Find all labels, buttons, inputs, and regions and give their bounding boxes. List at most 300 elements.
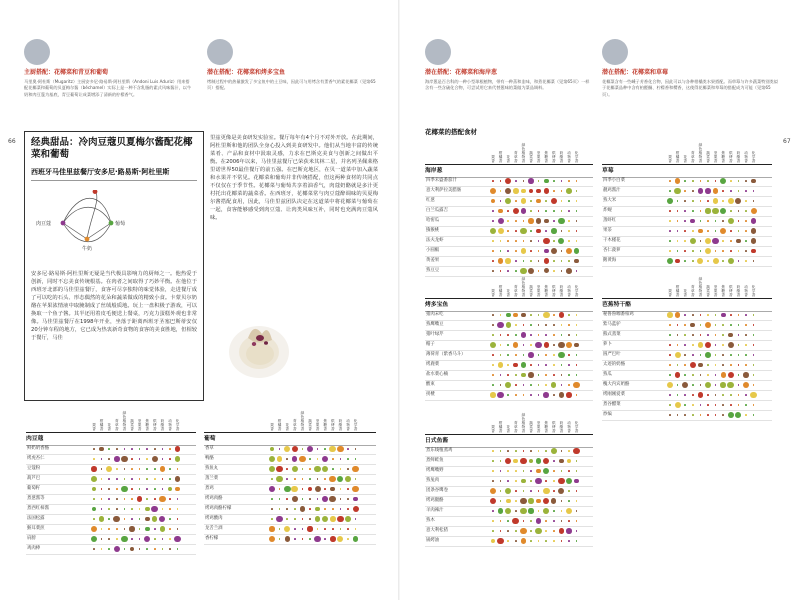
flavor-dot bbox=[152, 516, 157, 521]
matrix-column-label: 化学香 bbox=[175, 419, 180, 432]
flavor-dot bbox=[500, 334, 502, 336]
flavor-dot bbox=[730, 230, 732, 232]
flavor-dot bbox=[536, 218, 541, 223]
flavor-dot bbox=[720, 208, 726, 214]
flavor-dot bbox=[284, 446, 290, 452]
flavor-dot bbox=[690, 219, 695, 224]
flavor-dot bbox=[738, 404, 740, 406]
matrix-row-label: 槐大内宾奶酪 bbox=[603, 382, 630, 387]
flavor-dot bbox=[529, 459, 534, 464]
flavor-dot bbox=[684, 344, 686, 346]
flavor-dot bbox=[162, 478, 164, 480]
matrix-row-label: 蒸兰菜 bbox=[205, 476, 219, 481]
flavor-dot bbox=[131, 478, 133, 480]
flavor-dot bbox=[730, 314, 732, 316]
flavor-dot bbox=[352, 466, 359, 473]
flavor-dot bbox=[722, 414, 724, 416]
flavor-dot bbox=[530, 230, 532, 232]
flavor-dot bbox=[168, 487, 173, 492]
flavor-dot bbox=[738, 334, 740, 336]
flavor-dot bbox=[753, 384, 755, 386]
flavor-dot bbox=[728, 333, 733, 338]
flavor-dot bbox=[515, 200, 517, 202]
matrix-column-label: 焦糖香 bbox=[544, 151, 548, 164]
flavor-dot bbox=[753, 354, 755, 356]
flavor-dot bbox=[722, 240, 724, 242]
flavor-dot bbox=[500, 344, 502, 346]
flavor-dot bbox=[677, 384, 679, 386]
flavor-dot bbox=[751, 228, 756, 233]
matrix-row-label: 拐楂 bbox=[426, 392, 435, 397]
flavor-dot bbox=[707, 364, 709, 366]
flavor-dot bbox=[515, 230, 517, 232]
flavor-dot bbox=[669, 334, 671, 336]
flavor-dot bbox=[523, 220, 525, 222]
flavor-dot bbox=[154, 498, 156, 500]
flavor-dot bbox=[700, 210, 702, 212]
flavor-dot bbox=[715, 414, 717, 416]
flavor-dot bbox=[543, 508, 549, 514]
matrix-row-label: 豆蔻粉 bbox=[27, 466, 41, 471]
flavor-dot bbox=[146, 458, 148, 460]
matrix-column-label: 绿色植物香 bbox=[122, 411, 127, 432]
flavor-dot bbox=[507, 240, 509, 242]
flavor-dot bbox=[730, 250, 732, 252]
flavor-dot bbox=[715, 324, 717, 326]
flavor-dot bbox=[745, 200, 747, 202]
flavor-dot bbox=[124, 468, 126, 470]
flavor-dot bbox=[162, 488, 164, 490]
flavor-dot bbox=[715, 374, 717, 376]
flavor-dot bbox=[294, 528, 296, 530]
flavor-dot bbox=[720, 382, 725, 387]
matrix-row-label: 杏仁菠萝 bbox=[603, 248, 621, 253]
flavor-dot bbox=[558, 218, 565, 225]
flavor-dot bbox=[154, 538, 156, 540]
flavor-dot bbox=[492, 460, 494, 462]
flavor-dot bbox=[530, 530, 532, 532]
flavor-dot bbox=[506, 313, 511, 318]
matrix-row-label: 萝卜 bbox=[603, 342, 612, 347]
flavor-dot bbox=[553, 190, 555, 192]
flavor-dot bbox=[684, 314, 686, 316]
flavor-dot bbox=[515, 220, 517, 222]
flavor-dot bbox=[269, 526, 274, 531]
flavor-dot bbox=[728, 412, 734, 418]
flavor-dot bbox=[707, 180, 709, 182]
flavor-dot bbox=[751, 179, 756, 184]
matrix-column-label: 化学香 bbox=[574, 151, 579, 164]
flavor-dot bbox=[700, 314, 702, 316]
flavor-dot bbox=[692, 200, 694, 202]
flavor-dot bbox=[93, 498, 95, 500]
flavor-dot bbox=[561, 540, 563, 542]
flavor-dot bbox=[515, 510, 517, 512]
matrix-column-label: 焦糖香 bbox=[323, 419, 327, 432]
matrix-column-label: 烘烤香 bbox=[552, 151, 556, 164]
flavor-dot bbox=[545, 200, 547, 202]
matrix-row-label: 熟大米 bbox=[603, 198, 617, 203]
matrix-row-label: 烤刚刚爱菜 bbox=[603, 392, 625, 397]
flavor-dot bbox=[160, 466, 165, 471]
matrix-row-label: 煮东线植蒸鸡 bbox=[426, 448, 453, 453]
flavor-dot bbox=[492, 314, 494, 316]
flavor-dot bbox=[705, 322, 711, 328]
flavor-dot bbox=[507, 334, 509, 336]
flavor-dot bbox=[302, 538, 304, 540]
matrix-column-label: 青草香 bbox=[293, 419, 297, 432]
flavor-dot bbox=[736, 239, 741, 244]
matrix-column-label: 青草香 bbox=[691, 151, 695, 164]
flavor-dot bbox=[568, 520, 570, 522]
flavor-dot bbox=[177, 518, 179, 520]
flavor-dot bbox=[347, 488, 349, 490]
flavor-dot bbox=[269, 536, 276, 543]
flavor-dot bbox=[561, 190, 563, 192]
matrix-column-label: 果香 bbox=[491, 289, 495, 298]
flavor-dot bbox=[721, 313, 726, 318]
flavor-dot bbox=[530, 250, 532, 252]
flavor-dot bbox=[545, 540, 547, 542]
flavor-dot bbox=[309, 478, 311, 480]
flavor-dot bbox=[108, 458, 110, 460]
flavor-dot bbox=[545, 230, 547, 232]
flavor-dot bbox=[106, 466, 112, 472]
flavor-dot bbox=[707, 334, 709, 336]
matrix-column-label: 动物香 bbox=[567, 285, 571, 298]
matrix-column-label: 烘烤香 bbox=[729, 151, 733, 164]
flavor-dot bbox=[332, 458, 334, 460]
matrix-column-label: 坚果香 bbox=[713, 151, 718, 164]
flavor-dot bbox=[751, 218, 757, 224]
matrix-row bbox=[26, 544, 196, 555]
flavor-dot bbox=[492, 250, 494, 252]
flavor-dot bbox=[497, 538, 504, 545]
flavor-dot bbox=[553, 314, 555, 316]
flavor-dot bbox=[507, 344, 509, 346]
flavor-dot bbox=[279, 498, 281, 500]
matrix-column-label: 蔬菜香 bbox=[529, 285, 533, 298]
flavor-dot bbox=[169, 448, 171, 450]
matrix-column-label: 蔬菜香 bbox=[529, 421, 533, 434]
flavor-dot bbox=[675, 372, 680, 377]
flavor-dot bbox=[545, 374, 547, 376]
flavor-dot bbox=[523, 384, 525, 386]
flavor-dot bbox=[329, 476, 336, 483]
flavor-dot bbox=[669, 394, 671, 396]
flavor-dot bbox=[530, 480, 532, 482]
flavor-dot bbox=[294, 478, 296, 480]
matrix-row-label: 香柠檬 bbox=[205, 536, 219, 541]
flavor-dot bbox=[700, 384, 702, 386]
flavor-dot bbox=[131, 458, 133, 460]
flavor-dot bbox=[568, 470, 570, 472]
matrix-column-label: 柑橘香 bbox=[498, 151, 503, 164]
flavor-dot bbox=[113, 516, 120, 523]
flavor-dot bbox=[558, 352, 564, 358]
flavor-dot bbox=[713, 188, 719, 194]
flavor-dot bbox=[700, 220, 702, 222]
matrix-row-label: 葡萄籽 bbox=[27, 486, 41, 491]
matrix-row-label: 煮葱酱等 bbox=[27, 496, 45, 501]
flavor-dot bbox=[529, 189, 534, 194]
matrix-column-label: 坚果香 bbox=[137, 419, 142, 432]
matrix-row-label: 四季小白菜 bbox=[603, 178, 625, 183]
flavor-dot bbox=[561, 210, 563, 212]
flavor-dot bbox=[698, 342, 704, 348]
flavor-dot bbox=[177, 528, 179, 530]
flavor-dot bbox=[154, 488, 156, 490]
flavor-dot bbox=[576, 240, 578, 242]
flavor-dot bbox=[169, 528, 171, 530]
article-text-col2: 里兹更像是美食研发实验室。餐厅每年有4个月不对外开放。在此期间，阿杜里斯和他的团队全身心投入到美食研发中。他们从当地丰富的传统菜肴、产品和食材中汲取灵感，力求在巴斯克美食与创新之间做出平衡。在2006年以来，马佳里兹餐厅已荣获米其林二星，并名列圣佩莱格里诺世界50最佳餐厅的前五强。在巴斯克地区，在贝一道菜中加入蔬菜和水果并不常见。花椰菜和葡萄并非传统搭配，但这两种食材的共同点不仅仅在于季节性。花椰菜与葡萄共享着油香气，肉蔻奶酪就是多汁更村托出花椰菜的蔬菜香。在西班牙，花椰菜常与肉豆蔻醉调味的贝夏梅尔酱搭配食用，因此，马佳里兹团队决定在这道菜中将花椰菜与葡萄在一起，食客能够感受到肉豆蔻、让肉类风味互补，同时也充满肉豆蔻风味。 bbox=[210, 135, 378, 221]
flavor-dot bbox=[513, 188, 519, 194]
matrix-column-label: 化学香 bbox=[751, 285, 756, 298]
flavor-dot bbox=[101, 488, 103, 490]
flavor-dot bbox=[500, 240, 502, 242]
flavor-dot bbox=[722, 354, 724, 356]
flavor-dot bbox=[715, 220, 717, 222]
flavor-dot bbox=[154, 478, 156, 480]
flavor-dot bbox=[692, 344, 694, 346]
flavor-dot bbox=[576, 354, 578, 356]
flavor-dot bbox=[294, 508, 296, 510]
matrix-column-label: 绿色植物香 bbox=[698, 143, 703, 164]
flavor-dot bbox=[309, 498, 311, 500]
flavor-dot bbox=[151, 506, 158, 513]
flavor-dot bbox=[530, 344, 532, 346]
flavor-dot bbox=[715, 394, 717, 396]
flavor-dot bbox=[523, 450, 525, 452]
flavor-dot bbox=[302, 488, 304, 490]
matrix-column-label: 花香 bbox=[506, 155, 510, 164]
flavor-dot bbox=[515, 450, 517, 452]
flavor-dot bbox=[745, 210, 747, 212]
flavor-dot bbox=[722, 404, 724, 406]
flavor-dot bbox=[544, 188, 549, 193]
matrix-row-label: 紫马蓝驴 bbox=[603, 322, 621, 327]
flavor-dot bbox=[684, 210, 686, 212]
flavor-dot bbox=[544, 342, 549, 347]
flavor-dot bbox=[521, 538, 527, 544]
matrix-title: 海岸葱 bbox=[425, 164, 593, 178]
flavor-dot bbox=[492, 220, 494, 222]
flavor-dot bbox=[669, 354, 671, 356]
flavor-dot bbox=[536, 229, 541, 234]
flavor-dot bbox=[507, 354, 509, 356]
flavor-dot bbox=[324, 448, 326, 450]
flavor-dot bbox=[538, 364, 540, 366]
flavor-dot bbox=[131, 488, 133, 490]
flavor-dot bbox=[677, 250, 679, 252]
flavor-dot bbox=[131, 468, 133, 470]
flavor-dot bbox=[576, 200, 578, 202]
flavor-dot bbox=[500, 530, 502, 532]
flavor-dot bbox=[505, 178, 511, 184]
flavor-dot bbox=[573, 382, 579, 388]
flavor-dot bbox=[669, 404, 671, 406]
matrix-row-label: 团条谷鹰卷 bbox=[426, 488, 448, 493]
matrix-row-label: 法夫龙虾 bbox=[426, 238, 444, 243]
flavor-dot bbox=[152, 456, 159, 463]
matrix-row-label: 龙舌兰酒 bbox=[205, 526, 223, 531]
flavor-dot bbox=[669, 374, 671, 376]
flavor-dot bbox=[93, 518, 95, 520]
flavor-dot bbox=[561, 510, 563, 512]
flavor-dot bbox=[513, 459, 518, 464]
flavor-dot bbox=[515, 530, 517, 532]
matrix-column-label: 焦糖香 bbox=[721, 285, 725, 298]
flavor-dot bbox=[347, 458, 349, 460]
flavor-dot bbox=[745, 250, 747, 252]
flavor-dot bbox=[561, 180, 563, 182]
flavor-dot bbox=[154, 528, 156, 530]
flavor-dot bbox=[505, 198, 511, 204]
flavor-dot bbox=[139, 448, 141, 450]
flavor-dot bbox=[355, 478, 357, 480]
flavor-dot bbox=[329, 496, 336, 503]
flavor-dot bbox=[530, 490, 532, 492]
flavor-dot bbox=[347, 528, 349, 530]
flavor-dot bbox=[721, 372, 726, 377]
pairing-circle-icon bbox=[425, 39, 451, 65]
flavor-dot bbox=[684, 250, 686, 252]
flavor-dot bbox=[523, 344, 525, 346]
flavor-dot bbox=[500, 374, 502, 376]
flavor-dot bbox=[101, 548, 103, 550]
flavor-dot bbox=[507, 230, 509, 232]
flavor-dot bbox=[566, 508, 573, 515]
flavor-dot bbox=[730, 240, 732, 242]
flavor-dot bbox=[315, 507, 320, 512]
flavor-dot bbox=[124, 478, 126, 480]
flavor-dot bbox=[698, 392, 704, 398]
flavor-dot bbox=[551, 382, 556, 387]
flavor-dot bbox=[124, 448, 126, 450]
flavor-dot bbox=[169, 548, 171, 550]
matrix-column-label: 蔬菜香 bbox=[308, 419, 312, 432]
flavor-dot bbox=[730, 364, 732, 366]
flavor-dot bbox=[712, 238, 719, 245]
flavor-dot bbox=[535, 342, 542, 349]
matrix-column-label: 奶酪香 bbox=[559, 151, 564, 164]
flavor-dot bbox=[553, 460, 555, 462]
matrix-column-label: 坚果香 bbox=[536, 151, 541, 164]
flavor-dot bbox=[576, 490, 578, 492]
flavor-dot bbox=[738, 324, 740, 326]
flavor-dot bbox=[324, 508, 326, 510]
matrix-row-label: 熟瓜 bbox=[603, 372, 612, 377]
flavor-dot bbox=[707, 374, 709, 376]
flavor-dot bbox=[271, 478, 273, 480]
flavor-dot bbox=[745, 314, 747, 316]
flavor-dot bbox=[667, 382, 673, 388]
flavor-dot bbox=[169, 508, 171, 510]
flavor-dot bbox=[568, 220, 570, 222]
flavor-dot bbox=[345, 476, 351, 482]
flavor-dot bbox=[520, 508, 526, 514]
flavor-matrix bbox=[204, 388, 376, 541]
flavor-dot bbox=[730, 324, 732, 326]
flavor-dot bbox=[677, 334, 679, 336]
flavor-dot bbox=[700, 200, 702, 202]
flavor-dot bbox=[538, 210, 540, 212]
flavor-dot bbox=[332, 468, 334, 470]
flavor-dot bbox=[329, 446, 336, 453]
pairing-body: 花椰菜含有一些嵊子芳香化合物，因此可以与各种柑橘类水果搭配。而草莓与许多蔬菜特别类似于花椰菜品种中含有柏醛酮、柠檬香和樱香，这使得花椰菜和草莓的搭配成为可能（见第65页）。 bbox=[602, 79, 778, 97]
matrix-column-label: 果香 bbox=[92, 423, 96, 432]
flavor-dot bbox=[337, 536, 343, 542]
flavor-dot bbox=[700, 334, 702, 336]
flavor-dot bbox=[561, 364, 563, 366]
matrix-column-label: 奶酪香 bbox=[338, 419, 343, 432]
flavor-dot bbox=[543, 458, 550, 465]
flavor-dot bbox=[521, 248, 526, 253]
flavor-dot bbox=[271, 518, 273, 520]
flavor-dot bbox=[722, 364, 724, 366]
flavor-dot bbox=[317, 528, 319, 530]
flavor-dot bbox=[530, 240, 532, 242]
flavor-dot bbox=[139, 548, 141, 550]
flavor-dot bbox=[500, 250, 502, 252]
flavor-dot bbox=[492, 510, 494, 512]
matrix-row-label: 猕猴桃 bbox=[426, 228, 440, 233]
flavor-dot bbox=[730, 394, 732, 396]
flavor-dot bbox=[745, 240, 747, 242]
flavor-dot bbox=[277, 456, 282, 461]
matrix-column-label: 烘烤香 bbox=[552, 421, 556, 434]
matrix-column-label: 动物香 bbox=[346, 419, 350, 432]
diagram-node bbox=[109, 221, 114, 226]
flavor-dot bbox=[751, 238, 757, 244]
flavor-dot bbox=[536, 469, 541, 474]
flavor-dot bbox=[530, 200, 532, 202]
matrix-column-label: 柑橘香 bbox=[498, 285, 503, 298]
flavor-dot bbox=[137, 496, 142, 501]
flavor-dot bbox=[175, 446, 181, 452]
flavor-dot bbox=[538, 540, 540, 542]
flavor-dot bbox=[669, 364, 671, 366]
flavor-dot bbox=[507, 450, 509, 452]
flavor-dot bbox=[692, 230, 694, 232]
flavor-dot bbox=[705, 208, 710, 213]
flavor-dot bbox=[279, 538, 281, 540]
flavor-dot bbox=[707, 404, 709, 406]
flavor-dot bbox=[108, 518, 110, 520]
flavor-dot bbox=[521, 313, 526, 318]
matrix-column-label: 动物香 bbox=[744, 285, 748, 298]
flavor-dot bbox=[116, 508, 118, 510]
flavor-dot bbox=[309, 538, 311, 540]
pairing-body: 马里奥·阿杜斯（Mugaritz）主厨安多尼·路易斯·阿杜里斯（Andoni Luis Aduriz）用来搭配花椰菜和葡萄的贝夏梅尔酱（béchamel）实际上是一种不含乳脂的素式风味酱汁，以牛奶和肉豆蔻为基底，青豆葡萄让成菜增添了清新的柠檬香气。 bbox=[24, 79, 192, 97]
flavor-dot bbox=[698, 229, 703, 234]
flavor-dot bbox=[707, 314, 709, 316]
flavor-dot bbox=[284, 486, 291, 493]
flavor-dot bbox=[498, 228, 504, 234]
pairing-title: 潜在搭配：花椰菜和烤多宝鱼 bbox=[207, 69, 286, 76]
flavor-dot bbox=[353, 497, 358, 502]
matrix-row-label: 熟木 bbox=[426, 518, 435, 523]
flavor-dot bbox=[730, 354, 732, 356]
flavor-dot bbox=[302, 468, 304, 470]
flavor-dot bbox=[707, 200, 709, 202]
flavor-dot bbox=[684, 394, 686, 396]
flavor-dot bbox=[317, 498, 319, 500]
flavor-dot bbox=[492, 240, 494, 242]
matrix-column-label: 绿色植物香 bbox=[521, 277, 526, 298]
flavor-dot bbox=[507, 364, 509, 366]
matrix-column-label: 奶酪香 bbox=[559, 285, 564, 298]
